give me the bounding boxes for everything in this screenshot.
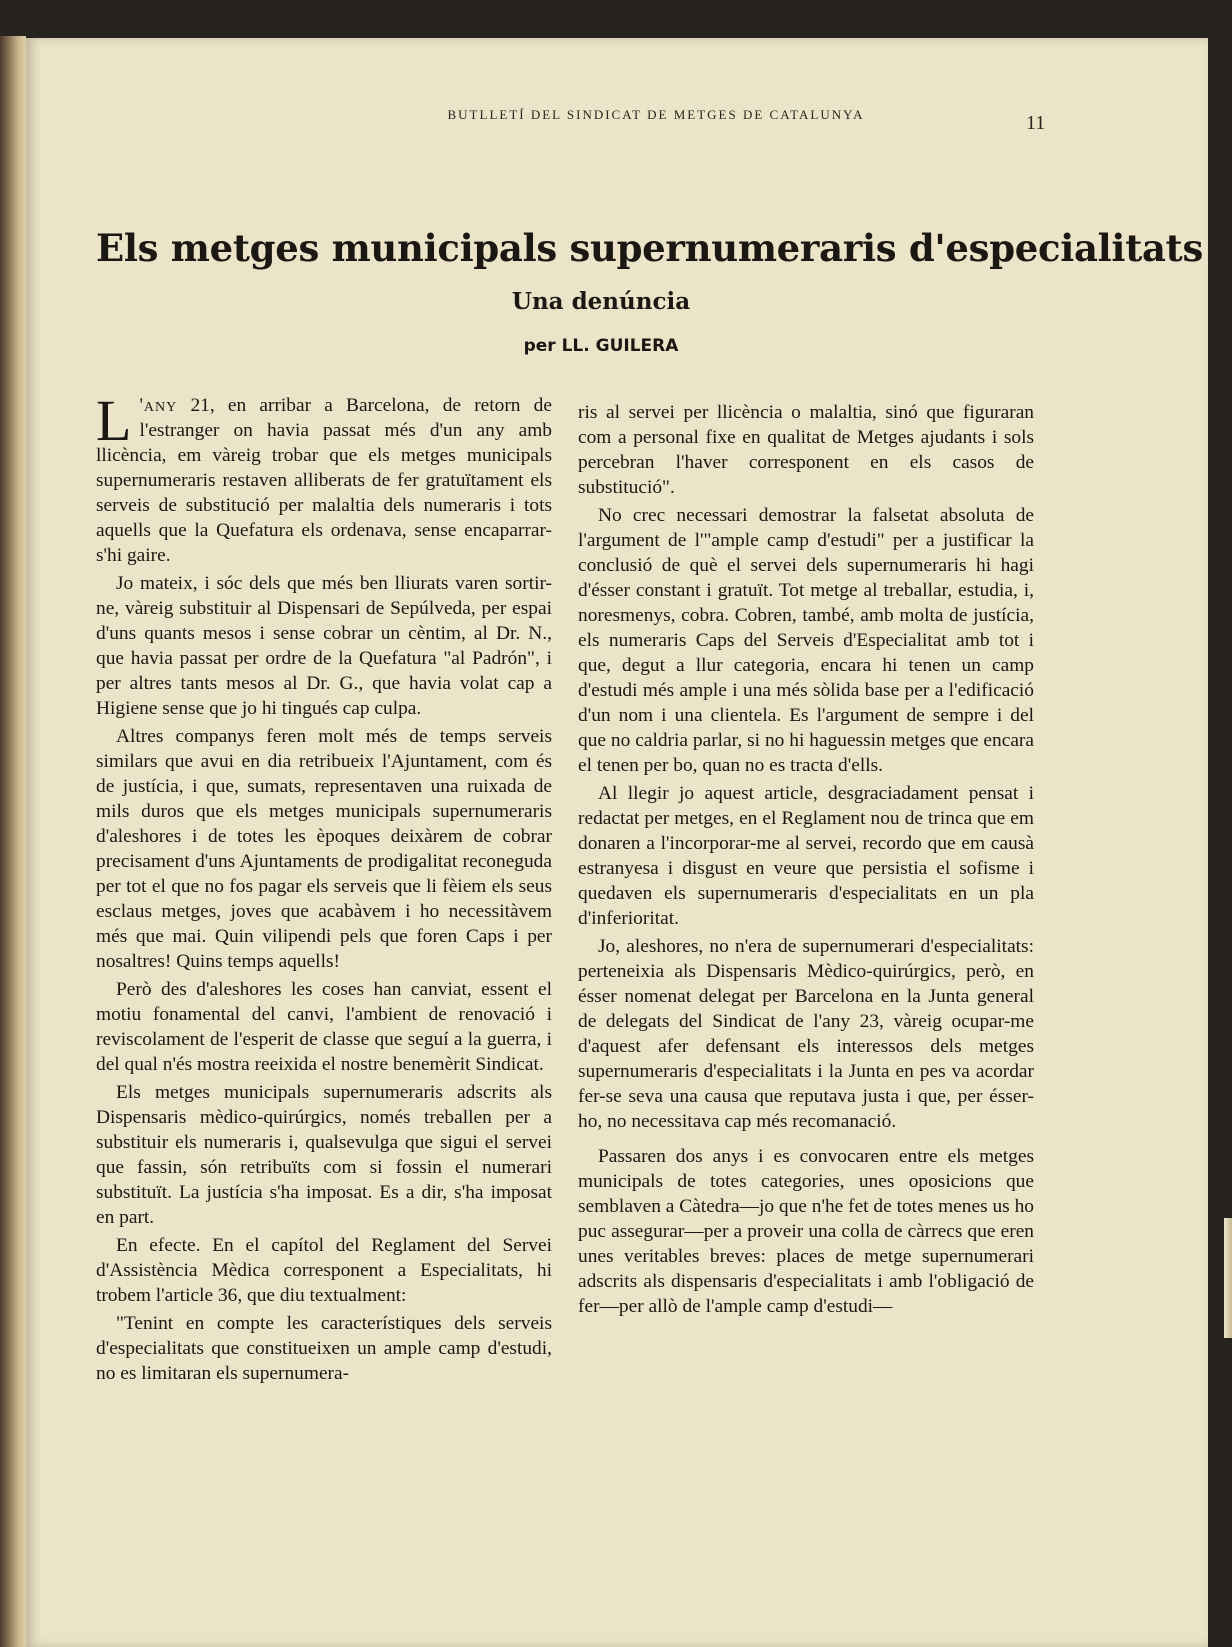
running-header: BUTLLETÍ DEL SINDICAT DE METGES DE CATALUNYA bbox=[447, 107, 865, 122]
paragraph: Però des d'aleshores les coses han canviat, essent el motiu fonamental del canvi, l'ambient de renovació i reviscolament de l'esperit de classe que seguí a la guerra, i del qual n'és mostra reeixida el nostre benemèrit Sindicat. bbox=[96, 979, 552, 1075]
paragraph bbox=[96, 388, 552, 568]
article-subtitle: Una denúncia bbox=[511, 288, 691, 315]
article-byline: per LL. GUILERA bbox=[523, 336, 679, 356]
paragraph: En efecte. En el capítol del Reglament del Servei d'Assistència Mèdica corresponent a Especialitats, hi trobem l'article 36, que diu textualment: bbox=[96, 1235, 552, 1306]
quoted-article-text: "Tenint en compte les característiques dels serveis d'especialitats que constitueixen un ample camp d'estudi, no es limitaran els supernumera- bbox=[96, 1313, 552, 1384]
paragraph: Al llegir jo aquest article, desgraciadament pensat i redactat per metges, en el Reglament nou de trinca que em donaren a l'incorporar-me al servei, recordo que em causà estranyesa i disgust en veure que persistia el sofisme i quedaven els supernumeraris d'especialitats en un pla d'inferioritat. bbox=[578, 783, 1034, 929]
paragraph-text: 21, en arribar a Barcelona, de retorn de l'estranger on havia passat més d'un any amb llicència, em vàreig trobar que els metges municipals supernumeraris restaven alliberats de fer gratuïtament els serveis de substitució per malaltia dels numeraris i tots aquells que la Quefatura els ordenava, sense encaparrar-s'hi gaire. bbox=[96, 395, 552, 566]
book-spine-edge bbox=[0, 36, 26, 1647]
paragraph: Els metges municipals supernumeraris adscrits als Dispensaris mèdico-quirúrgics, només treballen per a substituir els numeraris i, qualsevulga que sigui el servei que fassin, són retribuïts com si fossin el numerari substituït. La justícia s'ha imposat. Es a dir, s'ha imposat en part. bbox=[96, 1082, 552, 1228]
paragraph: No crec necessari demostrar la falsetat absoluta de l'argument de l'"ample camp d'estudi" per a justificar la conclusió de què el servei dels supernumeraris hi hagi d'ésser constant i gratuït. Tot metge al treballar, estudia, i, noresmenys, cobra. Cobren, també, amb molta de justícia, els numeraris Caps del Serveis d'Especialitat amb tot i que, degut a llur categoria, encara hi tenen un camp d'estudi més ample i una més sòlida base per a l'edificació d'un nom i una clientela. Es l'argument de sempre i del que no caldria parlar, si no hi haguessin metges que encara el tenen per bo, quan no es tracta d'ells. bbox=[578, 505, 1034, 776]
quoted-article-continuation: ris al servei per llicència o malaltia, sinó que figuraran com a personal fixe en qualitat de Metges ajudants i sols percebran l'haver corresponent en els casos de substitució". bbox=[578, 402, 1034, 498]
drop-cap: L bbox=[96, 388, 132, 453]
article-title: Els metges municipals supernumeraris d'especialitats bbox=[96, 226, 1203, 270]
paragraph: Jo, aleshores, no n'era de supernumerari d'especialitats: perteneixia als Dispensaris Mèdico-quirúrgics, però, en ésser nomenat delegat per Barcelona en la Junta general de delegats del Sindicat de l'any 23, vàreig ocupar-me d'aquest afer defensant els interessos dels metges supernumeraris d'especialitats i la Junta en pes va acordar fer-se seva una causa que reputava justa i que, per ésser-ho, no necessitava cap més recomanació. bbox=[578, 936, 1034, 1132]
page-number: 11 bbox=[1026, 112, 1046, 134]
paragraph: Passaren dos anys i es convocaren entre els metges municipals de totes categories, unes oposicions que semblaven a Càtedra—jo que n'he fet de totes menes us ho puc assegurar—per a proveir una colla de càrrecs que eren unes veritables breves: places de metge supernumerari adscrits als dispensaris d'especialitats i amb l'obligació de fer—per allò de l'ample camp d'estudi— bbox=[578, 1146, 1034, 1317]
paragraph: Jo mateix, i sóc dels que més ben lliurats varen sortir-ne, vàreig substituir al Dispensari de Sepúlveda, per espai d'uns quants mesos i sense cobrar un cèntim, al Dr. N., que havia passat per ordre de la Quefatura "al Padrón", i per altres tants mesos al Dr. G., que havia volat cap a Higiene sense que jo hi tingués cap culpa. bbox=[96, 573, 552, 719]
page-edge-shadow bbox=[1224, 1218, 1232, 1338]
opening-word: 'any bbox=[139, 395, 178, 416]
document-page bbox=[26, 38, 1208, 1647]
text-column-left bbox=[96, 388, 552, 1603]
paragraph: Altres companys feren molt més de temps serveis similars que avui en dia retribueix l'Ajuntament, com és de justícia, i que, sumats, representaven una ruixada de mils duros que els metges municipals supernumeraris d'aleshores i de totes les èpoques deixàrem de cobrar precisament d'uns Ajuntaments de prodigalitat reconeguda per tot el que no fos pagar els serveis que li fèiem els seus esclaus metges, joves que acabàvem i ho necessitàvem més que mai. Quin vilipendi pels que foren Caps i per nosaltres! Quins temps aquells! bbox=[96, 726, 552, 972]
text-column-right bbox=[578, 400, 1034, 1610]
